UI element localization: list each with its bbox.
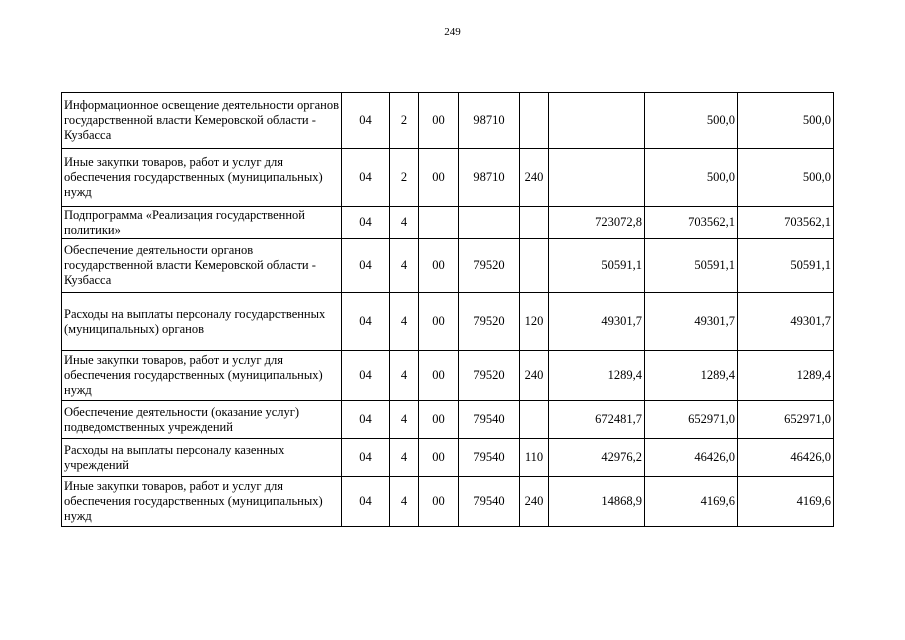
direction-code-cell: 79520 <box>459 351 520 401</box>
row-name-cell: Информационное освещение деятельности органов государственной власти Кемеровской области - Кузбасса <box>62 93 342 149</box>
subsection-code-cell: 4 <box>390 477 419 527</box>
table-row <box>62 207 834 239</box>
section-code-cell: 04 <box>342 149 390 207</box>
table-row <box>62 239 834 293</box>
amount-year3-cell: 1289,4 <box>738 351 834 401</box>
expense-type-cell: 240 <box>520 149 549 207</box>
amount-year1-cell: 672481,7 <box>549 401 645 439</box>
page-number: 249 <box>444 26 461 38</box>
row-name-cell: Расходы на выплаты персоналу казенных учреждений <box>62 439 342 477</box>
amount-year3-cell: 46426,0 <box>738 439 834 477</box>
section-code-cell: 04 <box>342 239 390 293</box>
amount-year1-cell: 14868,9 <box>549 477 645 527</box>
expense-type-cell <box>520 93 549 149</box>
subsection-code-cell: 4 <box>390 439 419 477</box>
amount-year3-cell: 652971,0 <box>738 401 834 439</box>
amount-year1-cell: 1289,4 <box>549 351 645 401</box>
expense-type-cell: 120 <box>520 293 549 351</box>
table-row <box>62 293 834 351</box>
program-code-cell: 00 <box>419 239 459 293</box>
table-row <box>62 401 834 439</box>
program-code-cell: 00 <box>419 477 459 527</box>
subsection-code-cell: 4 <box>390 239 419 293</box>
subsection-code-cell: 4 <box>390 207 419 239</box>
section-code-cell: 04 <box>342 401 390 439</box>
subsection-code-cell: 4 <box>390 401 419 439</box>
expense-type-cell: 110 <box>520 439 549 477</box>
expense-type-cell: 240 <box>520 477 549 527</box>
subsection-code-cell: 2 <box>390 149 419 207</box>
direction-code-cell: 79540 <box>459 439 520 477</box>
row-name-cell: Обеспечение деятельности органов государственной власти Кемеровской области - Кузбасса <box>62 239 342 293</box>
expense-type-cell <box>520 207 549 239</box>
section-code-cell: 04 <box>342 293 390 351</box>
direction-code-cell <box>459 207 520 239</box>
table-row <box>62 439 834 477</box>
program-code-cell: 00 <box>419 351 459 401</box>
section-code-cell: 04 <box>342 207 390 239</box>
table-row <box>62 93 834 149</box>
subsection-code-cell: 4 <box>390 293 419 351</box>
direction-code-cell: 79540 <box>459 401 520 439</box>
expense-type-cell <box>520 401 549 439</box>
subsection-code-cell: 4 <box>390 351 419 401</box>
table-row <box>62 477 834 527</box>
amount-year1-cell <box>549 149 645 207</box>
row-name-cell: Иные закупки товаров, работ и услуг для обеспечения государственных (муниципальных) нужд <box>62 149 342 207</box>
amount-year1-cell: 723072,8 <box>549 207 645 239</box>
expense-type-cell <box>520 239 549 293</box>
amount-year3-cell: 50591,1 <box>738 239 834 293</box>
amount-year2-cell: 500,0 <box>645 149 738 207</box>
program-code-cell: 00 <box>419 93 459 149</box>
section-code-cell: 04 <box>342 93 390 149</box>
expense-type-cell: 240 <box>520 351 549 401</box>
row-name-cell: Подпрограмма «Реализация государственной политики» <box>62 207 342 239</box>
direction-code-cell: 98710 <box>459 149 520 207</box>
amount-year3-cell: 4169,6 <box>738 477 834 527</box>
amount-year3-cell: 500,0 <box>738 149 834 207</box>
section-code-cell: 04 <box>342 439 390 477</box>
program-code-cell: 00 <box>419 401 459 439</box>
amount-year2-cell: 49301,7 <box>645 293 738 351</box>
table-row <box>62 351 834 401</box>
amount-year3-cell: 49301,7 <box>738 293 834 351</box>
amount-year3-cell: 500,0 <box>738 93 834 149</box>
program-code-cell: 00 <box>419 439 459 477</box>
program-code-cell <box>419 207 459 239</box>
amount-year1-cell <box>549 93 645 149</box>
amount-year1-cell: 49301,7 <box>549 293 645 351</box>
amount-year2-cell: 652971,0 <box>645 401 738 439</box>
direction-code-cell: 79520 <box>459 293 520 351</box>
row-name-cell: Расходы на выплаты персоналу государственных (муниципальных) органов <box>62 293 342 351</box>
direction-code-cell: 79520 <box>459 239 520 293</box>
row-name-cell: Иные закупки товаров, работ и услуг для обеспечения государственных (муниципальных) нужд <box>62 351 342 401</box>
section-code-cell: 04 <box>342 477 390 527</box>
amount-year2-cell: 50591,1 <box>645 239 738 293</box>
amount-year1-cell: 50591,1 <box>549 239 645 293</box>
direction-code-cell: 98710 <box>459 93 520 149</box>
program-code-cell: 00 <box>419 293 459 351</box>
amount-year2-cell: 4169,6 <box>645 477 738 527</box>
direction-code-cell: 79540 <box>459 477 520 527</box>
section-code-cell: 04 <box>342 351 390 401</box>
amount-year1-cell: 42976,2 <box>549 439 645 477</box>
budget-table <box>61 92 834 527</box>
table-row <box>62 149 834 207</box>
row-name-cell: Обеспечение деятельности (оказание услуг) подведомственных учреждений <box>62 401 342 439</box>
subsection-code-cell: 2 <box>390 93 419 149</box>
amount-year2-cell: 703562,1 <box>645 207 738 239</box>
program-code-cell: 00 <box>419 149 459 207</box>
amount-year2-cell: 500,0 <box>645 93 738 149</box>
amount-year2-cell: 46426,0 <box>645 439 738 477</box>
amount-year2-cell: 1289,4 <box>645 351 738 401</box>
row-name-cell: Иные закупки товаров, работ и услуг для обеспечения государственных (муниципальных) нужд <box>62 477 342 527</box>
amount-year3-cell: 703562,1 <box>738 207 834 239</box>
